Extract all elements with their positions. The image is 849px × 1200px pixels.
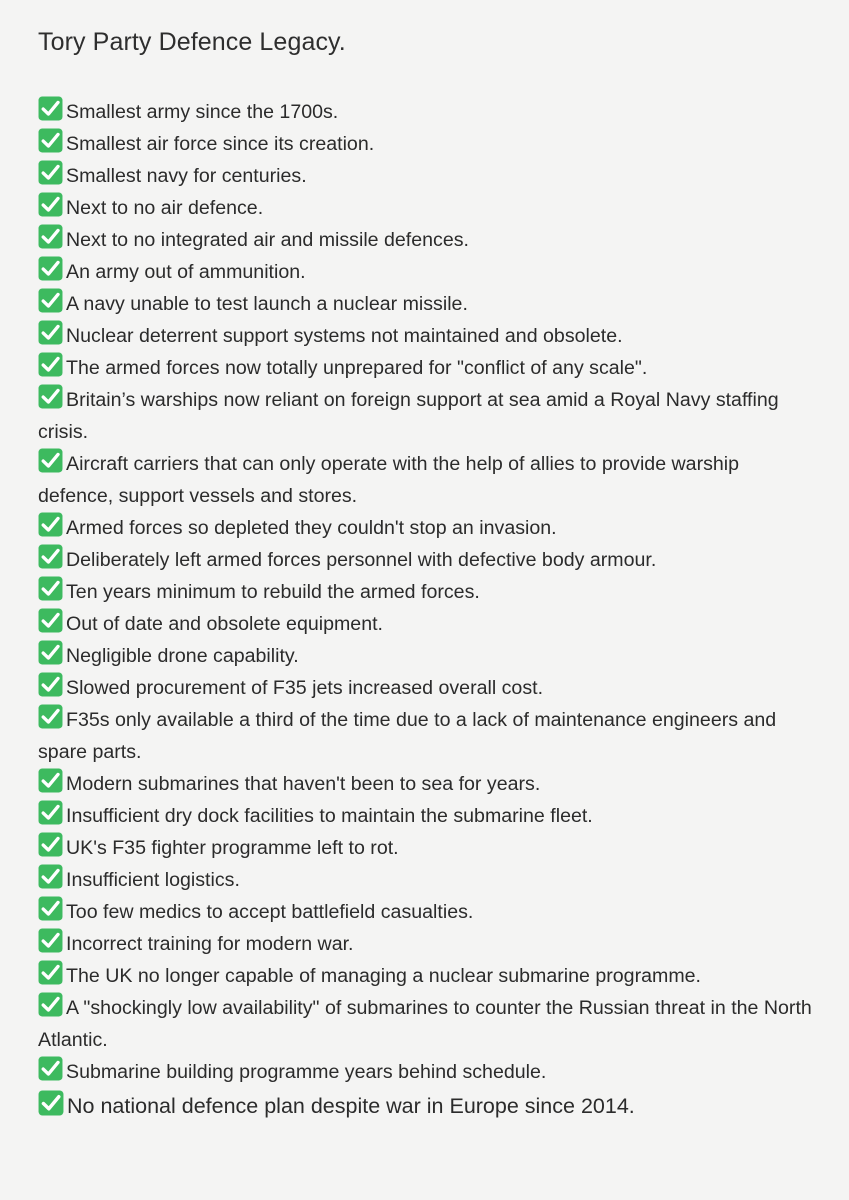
list-item (38, 576, 818, 608)
list-item (38, 352, 818, 384)
check-mark-icon (38, 224, 63, 249)
check-mark-icon (38, 352, 63, 377)
check-mark-icon (38, 672, 63, 697)
list-item (38, 96, 818, 128)
check-mark-icon (38, 128, 63, 153)
list-item-text: A "shockingly low availability" of submarines to counter the Russian threat in the North Atlantic. (38, 997, 812, 1051)
list-item-text: Armed forces so depleted they couldn't stop an invasion. (66, 517, 557, 539)
list-item (38, 320, 818, 352)
list-item-text: Too few medics to accept battlefield casualties. (66, 901, 474, 923)
list-item (38, 288, 818, 320)
check-mark-icon (38, 608, 63, 633)
list-item-text: F35s only available a third of the time due to a lack of maintenance engineers and spare parts. (38, 709, 777, 763)
check-mark-icon (38, 160, 63, 185)
list-item (38, 896, 818, 928)
list-item (38, 224, 818, 256)
checklist (38, 96, 818, 1122)
list-item-text: Modern submarines that haven't been to sea for years. (66, 773, 541, 795)
list-item (38, 256, 818, 288)
check-mark-icon (38, 288, 63, 313)
check-mark-icon (38, 512, 63, 537)
check-mark-icon (38, 896, 63, 921)
check-mark-icon (38, 576, 63, 601)
list-item-text: Aircraft carriers that can only operate with the help of allies to provide warship defence, support vessels and stores. (38, 453, 740, 507)
list-item-text: Smallest navy for centuries. (66, 165, 307, 187)
check-mark-icon (38, 320, 63, 345)
list-item-text: Out of date and obsolete equipment. (66, 613, 383, 635)
list-item (38, 192, 818, 224)
list-item-text: Britain’s warships now reliant on foreign support at sea amid a Royal Navy staffing crisis. (38, 389, 779, 443)
check-mark-icon (38, 1056, 63, 1081)
list-item (38, 960, 818, 992)
list-item-text: Next to no air defence. (66, 197, 264, 219)
check-mark-icon (38, 448, 63, 473)
list-item-text: Insufficient logistics. (66, 869, 240, 891)
check-mark-icon (38, 832, 63, 857)
list-item (38, 160, 818, 192)
list-item-text: Next to no integrated air and missile defences. (66, 229, 469, 251)
list-item (38, 1090, 818, 1122)
list-item (38, 640, 818, 672)
check-mark-icon (38, 256, 63, 281)
page-title: Tory Party Defence Legacy. (38, 28, 346, 56)
list-item-text: Deliberately left armed forces personnel with defective body armour. (66, 549, 657, 571)
list-item-text: Smallest air force since its creation. (66, 133, 375, 155)
check-mark-icon (38, 864, 63, 889)
check-mark-icon (38, 544, 63, 569)
list-item-text: Incorrect training for modern war. (66, 933, 354, 955)
check-mark-icon (38, 768, 63, 793)
list-item-text: Negligible drone capability. (66, 645, 299, 667)
list-item-text: Smallest army since the 1700s. (66, 101, 339, 123)
check-mark-icon (38, 384, 63, 409)
list-item (38, 384, 818, 448)
check-mark-icon (38, 928, 63, 953)
list-item (38, 928, 818, 960)
list-item-text: An army out of ammunition. (66, 261, 306, 283)
list-item (38, 512, 818, 544)
list-item-text: Submarine building programme years behind schedule. (66, 1061, 547, 1083)
list-item (38, 1056, 818, 1088)
list-item-text: Slowed procurement of F35 jets increased overall cost. (66, 677, 544, 699)
list-item (38, 704, 818, 768)
check-mark-icon (38, 704, 63, 729)
list-item-text: The armed forces now totally unprepared for "conflict of any scale". (66, 357, 648, 379)
list-item-text: Insufficient dry dock facilities to maintain the submarine fleet. (66, 805, 593, 827)
check-mark-icon (38, 192, 63, 217)
list-item (38, 544, 818, 576)
list-item-text: A navy unable to test launch a nuclear missile. (66, 293, 468, 315)
check-mark-icon (38, 1090, 64, 1116)
check-mark-icon (38, 800, 63, 825)
list-item-text: No national defence plan despite war in Europe since 2014. (67, 1094, 635, 1118)
check-mark-icon (38, 960, 63, 985)
check-mark-icon (38, 96, 63, 121)
check-mark-icon (38, 992, 63, 1017)
list-item (38, 672, 818, 704)
list-item-text: The UK no longer capable of managing a nuclear submarine programme. (66, 965, 701, 987)
list-item (38, 128, 818, 160)
list-item (38, 832, 818, 864)
list-item (38, 992, 818, 1056)
list-item-text: UK's F35 fighter programme left to rot. (66, 837, 399, 859)
list-item (38, 800, 818, 832)
list-item (38, 768, 818, 800)
list-item-text: Nuclear deterrent support systems not maintained and obsolete. (66, 325, 623, 347)
list-item (38, 448, 818, 512)
list-item-text: Ten years minimum to rebuild the armed forces. (66, 581, 480, 603)
check-mark-icon (38, 640, 63, 665)
list-item (38, 864, 818, 896)
list-item (38, 608, 818, 640)
